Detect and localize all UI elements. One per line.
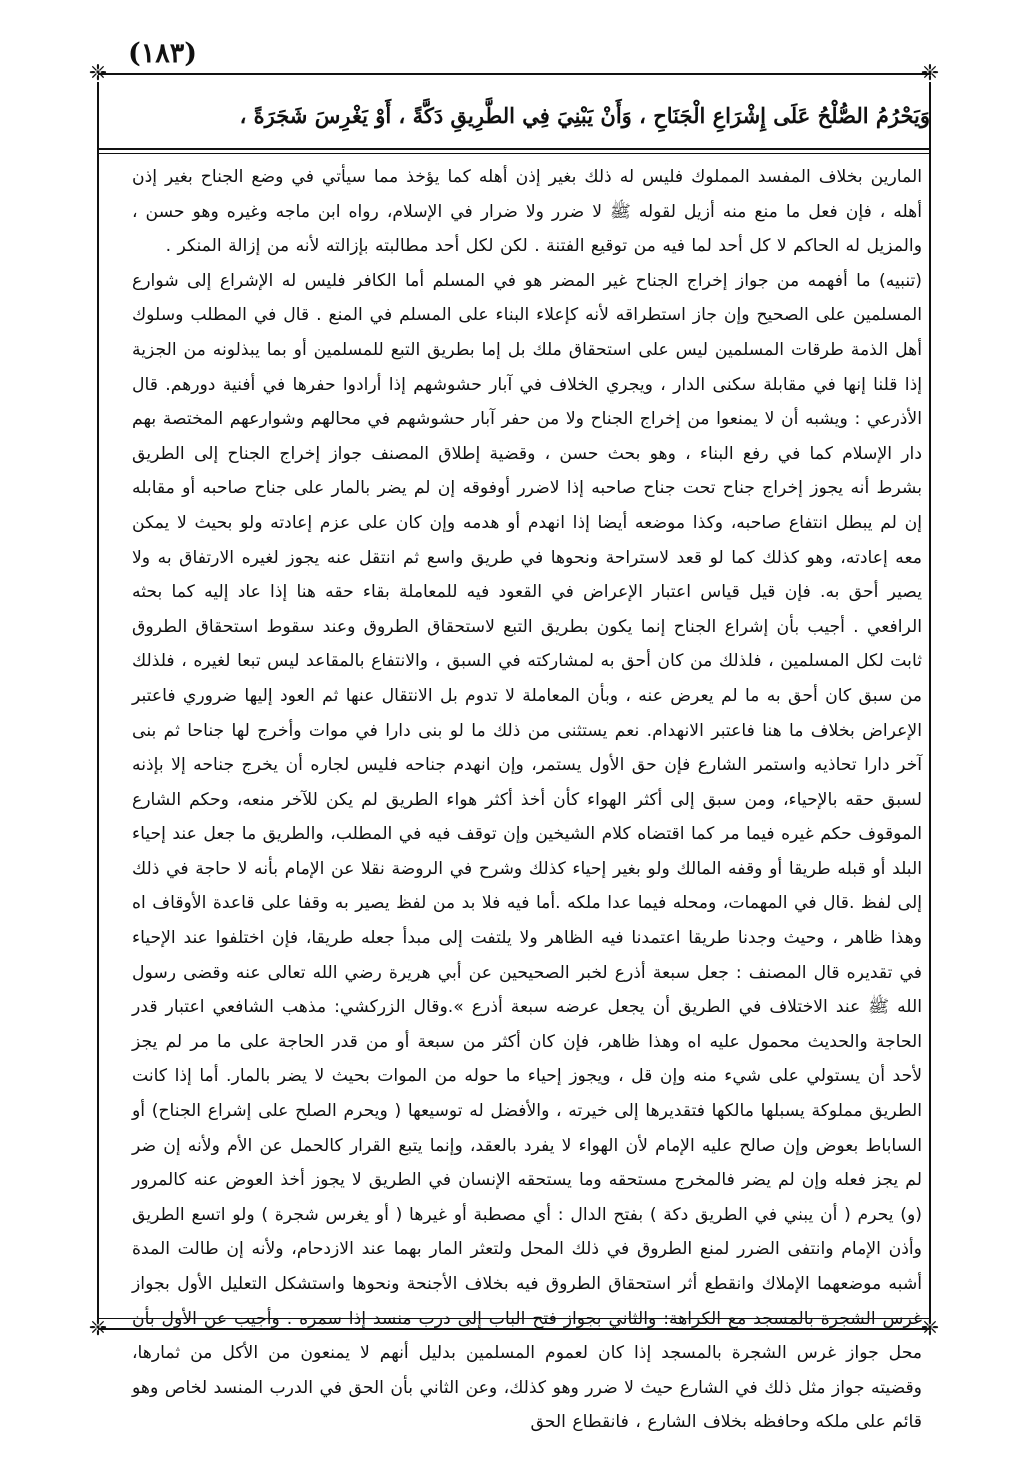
commentary-paragraph: المارين بخلاف المفسد المملوك فليس له ذلك بغير إذن أهله كما يؤخذ مما سيأتي في وضع الجناح بغير إذن أهله ، فإن فعل ما منع منه أزيل لقوله ﷺ لا ضرر ولا ضرار في الإسلام، رواه ابن ماجه وغيره وهو حسن ، والمزيل له الحاكم لا كل أحد لما فيه من توقيع الفتنة . لكن لكل أحد مطالبته بإزالته لأنه من إزالة المنكر . bbox=[132, 167, 922, 257]
page-number: (١٨٣) bbox=[128, 38, 198, 69]
corner-ornament-top-left: ❈ bbox=[88, 61, 108, 86]
commentary-body bbox=[132, 160, 922, 1440]
frame-top-rule bbox=[98, 73, 931, 75]
matn-text: وَيَحْرُمُ الصُّلْحُ عَلَى إِشْرَاعِ الْجَنَاحِ ، وَأَنْ يَبْنِيَ فِي الطَّرِيقِ دَكَّةً ، أَوْ يَغْرِسَ شَجَرَةً ، bbox=[239, 103, 930, 128]
commentary-paragraph: (تنبيه) ما أفهمه من جواز إخراج الجناح غير المضر هو في المسلم أما الكافر فليس له الإشراع إلى شوارع المسلمين على الصحيح وإن جاز استطراقه لأنه كإعلاء البناء على المسلم في المنع . قال في المطلب وسلوك أهل الذمة طرقات المسلمين ليس على استحقاق ملك بل إما بطريق التبع للمسلمين أو بما يبذلونه من الجزية إذا قلنا إنها في مقابلة سكنى الدار ، ويجري الخلاف في آبار حشوشهم إذا أرادوا حفرها في أفنية دورهم. قال الأذرعي : ويشبه أن لا يمنعوا من إخراج الجناح ولا من حفر آبار حشوشهم في محالهم وشوارعهم المختصة بهم دار الإسلام كما في رفع البناء ، وهو بحث حسن ، وقضية إطلاق المصنف جواز إخراج الجناح إلى الطريق بشرط أنه يجوز إخراج جناح تحت جناح صاحبه إذا لاضرر أوفوقه إن لم يضر بالمار على جناح صاحبه أو مقابله إن لم يبطل انتفاع صاحبه، وكذا موضعه أيضا إذا انهدم أو هدمه وإن كان على عزم إعادته ولو بحيث لا يمكن معه إعادته، وهو كذلك كما لو قعد لاستراحة ونحوها في طريق واسع ثم انتقل عنه يجوز لغيره الارتفاق به ولا يصير أحق به. فإن قيل قياس اعتبار الإعراض في القعود فيه للمعاملة بقاء حقه هنا إذا عاد إليه كما بحثه الرافعي . أجيب بأن إشراع الجناح إنما يكون بطريق التبع لاستحقاق الطروق وعند سقوط استحقاق الطروق ثابت لكل المسلمين ، فلذلك من كان أحق به لمشاركته في السبق ، والانتفاع بالمقاعد ليس تبعا لغيره ، فلذلك من سبق كان أحق به ما لم يعرض عنه ، وبأن المعاملة لا تدوم بل الانتقال عنها ثم العود إليها ضروري فاعتبر الإعراض بخلاف ما هنا فاعتبر الانهدام. نعم يستثنى من ذلك ما لو بنى دارا في موات وأخرج لها جناحا ثم بنى آخر دارا تحاذيه واستمر الشارع فإن حق الأول يستمر، وإن انهدم جناحه فليس لجاره أن يخرج جناحه إلا بإذنه لسبق حقه بالإحياء، ومن سبق إلى أكثر الهواء كأن أخذ أكثر هواء الطريق لم يكن للآخر منعه، وحكم الشارع الموقوف حكم غيره فيما مر كما اقتضاه كلام الشيخين وإن توقف فيه في المطلب، والطريق ما جعل عند إحياء البلد أو قبله طريقا أو وقفه المالك ولو بغير إحياء كذلك وشرح في الروضة نقلا عن الإمام بأنه لا حاجة في ذلك إلى لفظ .قال في المهمات، ومحله فيما عدا ملكه .أما فيه فلا بد من لفظ يصير به وقفا على قاعدة الأوقاف اه وهذا ظاهر ، وحيث وجدنا طريقا اعتمدنا فيه الظاهر ولا يلتفت إلى مبدأ جعله طريقا، فإن اختلفوا عند الإحياء في تقديره قال المصنف : جعل سبعة أذرع لخبر الصحيحين عن أبي هريرة رضي الله تعالى عنه وقضى رسول الله ﷺ عند الاختلاف في الطريق أن يجعل عرضه سبعة أذرع ».وقال الزركشي: مذهب الشافعي اعتبار قدر الحاجة والحديث محمول عليه اه وهذا ظاهر، فإن كان أكثر من سبعة أو من قدر الحاجة على ما مر لم يجز لأحد أن يستولي على شيء منه وإن قل ، ويجوز إحياء ما حوله من الموات بحيث لا يضر بالمار. أما إذا كانت الطريق مملوكة يسبلها مالكها فتقديرها إلى خيرته ، والأفضل له توسيعها ( ويحرم الصلح على إشراع الجناح) أو الساباط بعوض وإن صالح عليه الإمام لأن الهواء لا يفرد بالعقد، وإنما يتبع القرار كالحمل عن الأم ولأنه إن ضر لم يجز فعله وإن لم يضر فالمخرج مستحقه وما يستحقه الإنسان في الطريق لا يجوز أخذ العوض عنه كالمرور (و) يحرم ( أن يبني في الطريق دكة ) بفتح الدال : أي مصطبة أو غيرها ( أو يغرس شجرة ) ولو اتسع الطريق وأذن الإمام وانتفى الضرر لمنع الطروق في ذلك المحل ولتعثر المار بهما عند الازدحام، ولأنه إن طالت المدة أشبه موضعهما الإملاك وانقطع أثر استحقاق الطروق فيه بخلاف الأجنحة ونحوها واستشكل التعليل الأول بجواز غرس الشجرة بالمسجد مع الكراهة: والثاني بجواز فتح الباب إلى درب منسد إذا سمره . وأجيب عن الأول بأن محل جواز غرس الشجرة بالمسجد إذا كان لعموم المسلمين بدليل أنهم لا يمنعون من الأكل من ثمارها، وقضيته جواز مثل ذلك في الشارع حيث لا ضرر وهو كذلك، وعن الثاني بأن الحق في الدرب المنسد لخاص وهو قائم على ملكه وحافظه بخلاف الشارع ، فانقطاع الحق bbox=[132, 270, 922, 1433]
frame-left-rule bbox=[97, 82, 99, 1320]
frame-right-rule bbox=[929, 82, 931, 1320]
corner-ornament-bottom-right: ❈ bbox=[920, 1316, 940, 1341]
matn-divider-bottom bbox=[98, 153, 931, 154]
corner-ornament-bottom-left: ❈ bbox=[88, 1316, 108, 1341]
matn-divider-top bbox=[98, 148, 931, 150]
corner-ornament-top-right: ❈ bbox=[920, 61, 940, 86]
